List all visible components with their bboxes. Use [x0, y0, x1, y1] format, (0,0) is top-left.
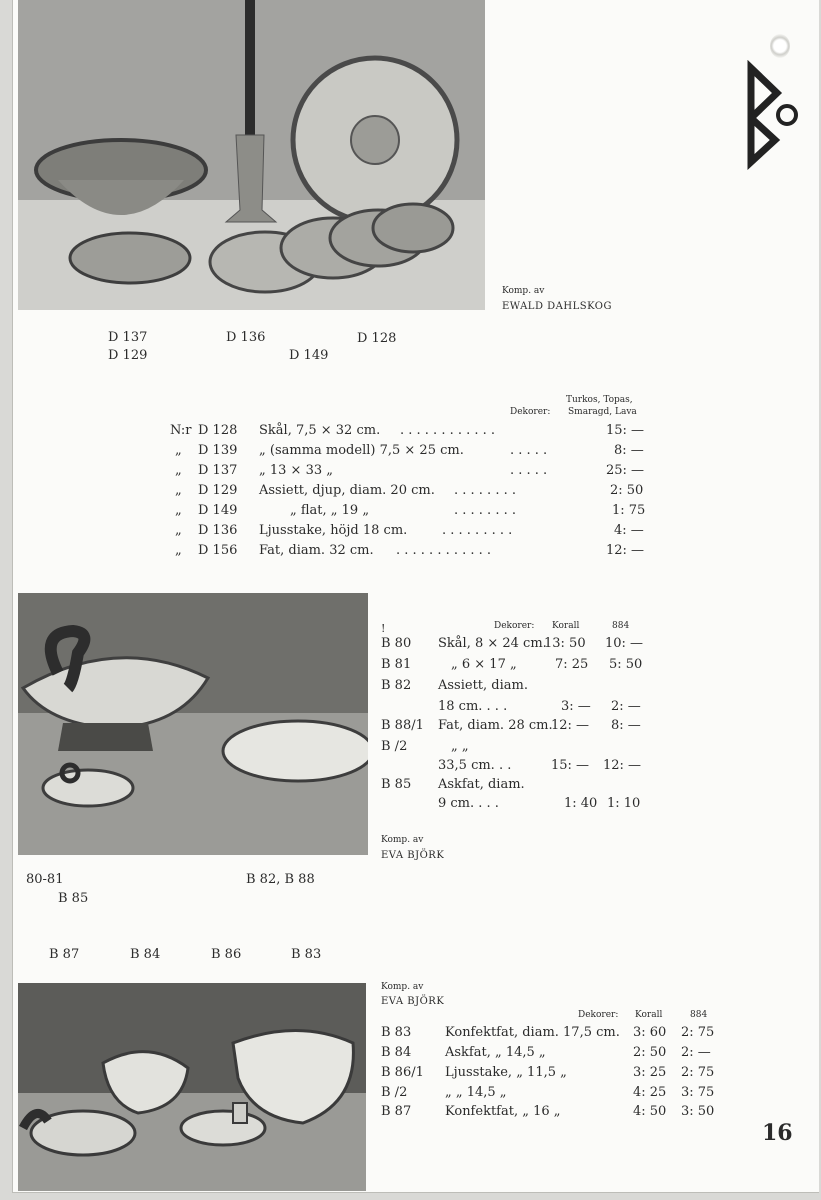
- row-desc: Assiett, djup, diam. 20 cm.: [259, 483, 435, 498]
- decor-header-line2: Smaragd, Lava: [568, 407, 637, 417]
- credit-label: Komp. av: [381, 835, 424, 845]
- list-item: [381, 739, 661, 756]
- bo-logo-icon: [747, 60, 802, 170]
- row-desc: Konfektfat, diam. 17,5 cm.: [445, 1025, 620, 1040]
- row-price: 25: —: [606, 463, 645, 478]
- photo-bjork-bowls: [18, 593, 368, 855]
- list-item: [170, 543, 650, 560]
- caption-b84: B 84: [130, 947, 161, 962]
- row-desc: „ (samma modell) 7,5 × 25 cm.: [259, 443, 464, 458]
- row-prefix: „: [175, 483, 182, 498]
- list-item: [381, 678, 661, 695]
- decor-col1: Korall: [552, 621, 580, 631]
- list-item: [170, 523, 650, 540]
- decor-col2: 884: [612, 621, 630, 631]
- row-price-korall: 3: 25: [633, 1065, 667, 1080]
- row-code: D 149: [198, 503, 238, 518]
- caption-b87: B 87: [49, 947, 80, 962]
- decor-label: Dekorer:: [494, 621, 535, 631]
- decor-header-label: Dekorer:: [510, 407, 551, 417]
- row-desc: „ 13 × 33 „: [259, 463, 333, 478]
- row-desc: „ 6 × 17 „: [451, 657, 517, 672]
- list-item: [381, 777, 661, 794]
- binder-hole: [770, 34, 790, 58]
- list-item: [381, 657, 661, 674]
- caption-b85: B 85: [58, 891, 89, 906]
- caption-b83: B 83: [291, 947, 322, 962]
- row-code: B /2: [381, 739, 408, 754]
- row-code: B 88/1: [381, 718, 424, 733]
- row-desc: 9 cm. . . .: [438, 796, 499, 811]
- list-item: [381, 1025, 721, 1042]
- row-desc: Assiett, diam.: [438, 678, 528, 693]
- row-code: B 83: [381, 1025, 412, 1040]
- row-prefix: „: [175, 463, 182, 478]
- row-price-korall: 7: 25: [555, 657, 589, 672]
- decor-col2: 884: [690, 1010, 708, 1020]
- caption-d129: D 129: [108, 348, 148, 363]
- row-desc: Konfektfat, „ 16 „: [445, 1104, 561, 1119]
- caption-b86: B 86: [211, 947, 242, 962]
- row-price-korall: 15: —: [551, 758, 590, 773]
- row-desc: „ „ 14,5 „: [445, 1085, 507, 1100]
- credit-label: Komp. av: [381, 982, 424, 992]
- row-price-884: 8: —: [611, 718, 641, 733]
- caption-d128: D 128: [357, 331, 397, 346]
- row-price-korall: 3: —: [561, 699, 591, 714]
- row-code: B 81: [381, 657, 412, 672]
- caption-d137: D 137: [108, 330, 148, 345]
- row-desc: „ flat, „ 19 „: [290, 503, 370, 518]
- credit-name: EVA BJÖRK: [381, 996, 445, 1007]
- photo-dahlskog-ceramics: [18, 0, 485, 310]
- caption-d149: D 149: [289, 348, 329, 363]
- list-item: [381, 1085, 721, 1102]
- row-price-korall: 4: 25: [633, 1085, 667, 1100]
- row-prefix: „: [175, 523, 182, 538]
- decor-label: Dekorer:: [578, 1010, 619, 1020]
- page-number: 16: [762, 1120, 793, 1146]
- row-desc: 18 cm. . . .: [438, 699, 508, 714]
- row-price-884: 1: 10: [607, 796, 641, 811]
- row-dots: . . . . . . . .: [454, 483, 516, 498]
- list-item: [170, 483, 650, 500]
- row-code: B 85: [381, 777, 412, 792]
- row-dots: . . . . .: [510, 463, 548, 478]
- row-code: B 84: [381, 1045, 412, 1060]
- list-item: [170, 503, 650, 520]
- row-price-korall: 4: 50: [633, 1104, 667, 1119]
- list-item: [381, 1104, 721, 1121]
- list-item: [170, 463, 650, 480]
- decor-header-line1: Turkos, Topas,: [566, 395, 633, 405]
- list-item: [381, 1045, 721, 1062]
- caption-d136: D 136: [226, 330, 266, 345]
- row-desc: „ „: [451, 739, 469, 754]
- row-price-884: 12: —: [603, 758, 642, 773]
- row-code: B 86/1: [381, 1065, 424, 1080]
- row-price-884: 10: —: [605, 636, 644, 651]
- credit-name: EVA BJÖRK: [381, 850, 445, 861]
- list-item: [170, 423, 650, 440]
- list-item: [381, 796, 661, 813]
- row-prefix: „: [175, 443, 182, 458]
- row-price-korall: 3: 60: [633, 1025, 667, 1040]
- row-code: D 136: [198, 523, 238, 538]
- caption-b82-b88: B 82, B 88: [246, 872, 315, 887]
- row-price-884: 3: 75: [681, 1085, 715, 1100]
- row-price: 2: 50: [610, 483, 644, 498]
- row-code: D 137: [198, 463, 238, 478]
- row-dots: . . . . . . . . .: [442, 523, 513, 538]
- photo-bjork-leaf-dishes: [18, 983, 366, 1191]
- row-code: D 156: [198, 543, 238, 558]
- row-price: 4: —: [614, 523, 644, 538]
- list-item: [381, 1065, 721, 1082]
- row-desc: Fat, diam. 28 cm.: [438, 718, 553, 733]
- row-desc: Skål, 8 × 24 cm.: [438, 636, 547, 651]
- row-desc: Skål, 7,5 × 32 cm.: [259, 423, 381, 438]
- row-dots: . . . . .: [510, 443, 548, 458]
- row-desc: Ljusstake, „ 11,5 „: [445, 1065, 567, 1080]
- caption-b80-81: 80-81: [26, 872, 64, 887]
- row-price-884: 2: 75: [681, 1025, 715, 1040]
- row-price-korall: 12: —: [551, 718, 590, 733]
- row-desc: Fat, diam. 32 cm.: [259, 543, 374, 558]
- row-dots: . . . . . . . .: [454, 503, 516, 518]
- row-code: B 87: [381, 1104, 412, 1119]
- row-code: B 80: [381, 636, 412, 651]
- list-item: [381, 699, 661, 716]
- list-item: [381, 758, 661, 775]
- row-price-korall: 1: 40: [564, 796, 598, 811]
- credit-label: Komp. av: [502, 286, 545, 296]
- row-price: 12: —: [606, 543, 645, 558]
- row-price: 1: 75: [612, 503, 646, 518]
- row-desc: 33,5 cm. . .: [438, 758, 512, 773]
- row-price-884: 3: 50: [681, 1104, 715, 1119]
- row-prefix: N:r: [170, 423, 192, 438]
- row-desc: Ljusstake, höjd 18 cm.: [259, 523, 408, 538]
- row-price-884: 2: —: [611, 699, 641, 714]
- row-prefix: „: [175, 543, 182, 558]
- row-price-884: 2: —: [681, 1045, 711, 1060]
- row-code: B 82: [381, 678, 412, 693]
- row-desc: Askfat, „ 14,5 „: [445, 1045, 546, 1060]
- row-price-korall: 2: 50: [633, 1045, 667, 1060]
- list-item: [381, 636, 661, 653]
- row-dots: . . . . . . . . . . . .: [396, 543, 492, 558]
- row-code: D 139: [198, 443, 238, 458]
- credit-name: EWALD DAHLSKOG: [502, 301, 612, 312]
- row-prefix: „: [175, 503, 182, 518]
- row-price-884: 2: 75: [681, 1065, 715, 1080]
- row-code: D 129: [198, 483, 238, 498]
- list-item: [381, 718, 661, 735]
- row-price: 15: —: [606, 423, 645, 438]
- row-code: D 128: [198, 423, 238, 438]
- row-price: 8: —: [614, 443, 644, 458]
- row-price-884: 5: 50: [609, 657, 643, 672]
- row-price-korall: 13: 50: [544, 636, 586, 651]
- row-mark: !: [381, 622, 386, 635]
- decor-col1: Korall: [635, 1010, 663, 1020]
- list-item: [170, 443, 650, 460]
- row-code: B /2: [381, 1085, 408, 1100]
- row-dots: . . . . . . . . . . . .: [400, 423, 496, 438]
- row-desc: Askfat, diam.: [438, 777, 525, 792]
